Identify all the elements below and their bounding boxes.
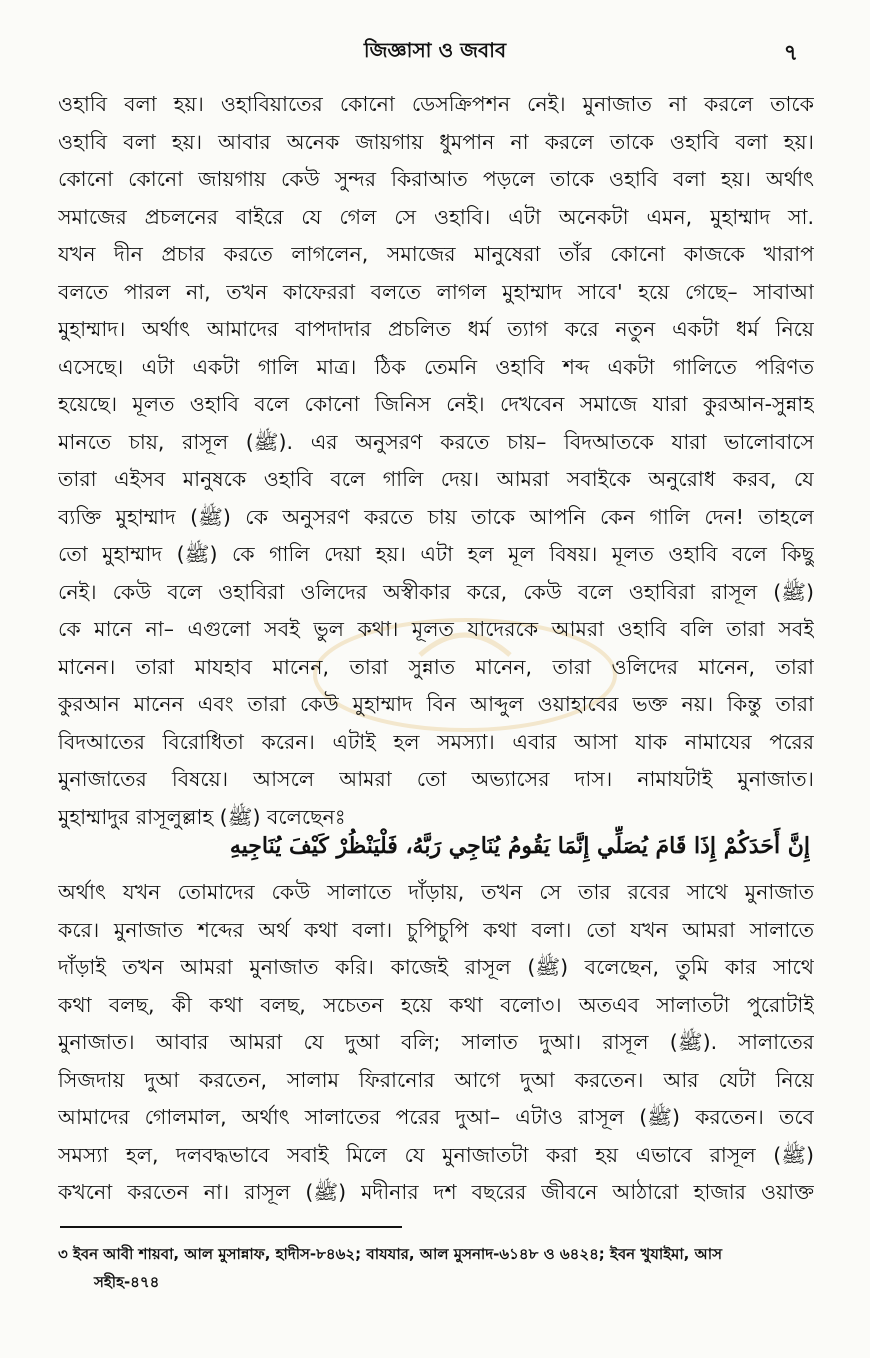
text-line: ওহাবি বলা হয়। আবার অনেক জায়গায় ধুমপান না করলে তাকে ওহাবি বলা হয়। xyxy=(58,129,814,154)
text-line: অর্থাৎ যখন তোমাদের কেউ সালাতে দাঁড়ায়, তখন সে তার রবের সাথে মুনাজাত xyxy=(58,880,814,904)
text-line: কোনো কোনো জায়গায় কেউ সুন্দর কিরাআত পড়লে তাকে ওহাবি বলা হয়। অর্থাৎ xyxy=(58,167,814,191)
text-line: ওহাবি বলা হয়। ওহাবিয়াতের কোনো ডেসক্রিপশন নেই। মুনাজাত না করলে তাকে xyxy=(58,92,814,116)
text-line: যখন দীন প্রচার করতে লাগলেন, সমাজের মানুষেরা তাঁর কোনো কাজকে খারাপ xyxy=(58,242,814,266)
text-line: আমাদের গোলমাল, অর্থাৎ সালাতের পরের দুআ– এটাও রাসূল (ﷺ) করতেন। তবে xyxy=(58,1105,814,1129)
text-line: কুরআন মানেন এবং তারা কেউ মুহাম্মাদ বিন আব্দুল ওয়াহাবের ভক্ত নয়। কিন্তু তারা xyxy=(58,692,814,716)
text-line: মুহাম্মাদুর রাসূলুল্লাহ (ﷺ) বলেছেনঃ xyxy=(58,804,346,829)
text-line: কে মানে না– এগুলো সবই ভুল কথা। মূলত যাদেরকে আমরা ওহাবি বলি তারা সবই xyxy=(58,617,814,641)
text-line: নেই। কেউ বলে ওহাবিরা ওলিদের অস্বীকার করে, কেউ বলে ওহাবিরা রাসূল (ﷺ) xyxy=(58,579,814,604)
text-line: ব্যক্তি মুহাম্মাদ (ﷺ) কে অনুসরণ করতে চায় তাকে আপনি কেন গালি দেন! তাহলে xyxy=(58,504,814,529)
text-line: কথা বলছ, কী কথা বলছ, সচেতন হয়ে কথা বলো৩। অতএব সালাতটা পুরোটাই xyxy=(58,992,814,1017)
running-title: জিজ্ঞাসা ও জবাব xyxy=(363,38,507,62)
footnote xyxy=(58,1240,814,1296)
body-paragraph-1 xyxy=(58,86,814,836)
footnote-line: সহীহ-৪৭৪ xyxy=(94,1273,160,1291)
text-line: সমস্যা হল, দলবদ্ধভাবে সবাই মিলে যে মুনাজাতটা করা হয় এভাবে রাসূল (ﷺ) xyxy=(58,1142,814,1167)
text-line: করে। মুনাজাত শব্দের অর্থ কথা বলা। চুপিচুপি কথা বলা। তো যখন আমরা সালাতে xyxy=(58,917,814,942)
footnote-line: ৩ ইবন আবী শায়বা, আল মুসান্নাফ, হাদীস-৮৪৬২; বাযযার, আল মুসনাদ-৬১৪৮ ও ৬৪২৪; ইবন খুযাইমা, আস xyxy=(58,1245,722,1263)
arabic-hadith-quote: إِنَّ أَحَدَكُمْ إِذَا قَامَ يُصَلِّي إِنَّمَا يَقُومُ يُنَاجِي رَبَّهُ، فَلْيَنْظُرْ كَيْفَ يُنَاجِيهِ xyxy=(229,833,810,859)
text-line: মানেন। তারা মাযহাব মানেন, তারা সুন্নাত মানেন, তারা ওলিদের মানেন, তারা xyxy=(58,654,814,679)
text-line: মুহাম্মাদ। অর্থাৎ আমাদের বাপদাদার প্রচলিত ধর্ম ত্যাগ করে নতুন একটা ধর্ম নিয়ে xyxy=(58,317,814,341)
text-line: মানতে চায়, রাসূল (ﷺ). এর অনুসরণ করতে চায়– বিদআতকে যারা ভালোবাসে xyxy=(58,429,814,454)
text-line: মুনাজাতের বিষয়ে। আসলে আমরা তো অভ্যাসের দাস। নামাযটাই মুনাজাত। xyxy=(58,767,814,791)
page-header xyxy=(60,36,810,76)
text-line: বিদআতের বিরোধিতা করেন। এটাই হল সমস্যা। এবার আসা যাক নামাযের পরের xyxy=(58,729,814,754)
text-line: হয়েছে। মূলত ওহাবি বলে কোনো জিনিস নেই। দেখবেন সমাজে যারা কুরআন-সুন্নাহ xyxy=(58,392,814,416)
text-line: মুনাজাত। আবার আমরা যে দুআ বলি; সালাত দুআ। রাসূল (ﷺ). সালাতের xyxy=(58,1030,814,1054)
text-line: তারা এইসব মানুষকে ওহাবি বলে গালি দেয়। আমরা সবাইকে অনুরোধ করব, যে xyxy=(58,467,814,491)
text-line: সিজদায় দুআ করতেন, সালাম ফিরানোর আগে দুআ করতেন। আর যেটা নিয়ে xyxy=(58,1067,814,1092)
text-line: তো মুহাম্মাদ (ﷺ) কে গালি দেয়া হয়। এটা হল মূল বিষয়। মূলত ওহাবি বলে কিছু xyxy=(58,542,814,566)
text-line: কখনো করতেন না। রাসূল (ﷺ) মদীনার দশ বছরের জীবনে আঠারো হাজার ওয়াক্ত xyxy=(58,1180,814,1204)
body-paragraph-2 xyxy=(58,874,814,1212)
page-number: ৭ xyxy=(783,41,798,66)
text-line: এসেছে। এটা একটা গালি মাত্র। ঠিক তেমনি ওহাবি শব্দ একটা গালিতে পরিণত xyxy=(58,354,814,379)
footnote-divider xyxy=(60,1226,402,1228)
text-line: সমাজের প্রচলনের বাইরে যে গেল সে ওহাবি। এটা অনেকটা এমন, মুহাম্মাদ সা. xyxy=(58,204,814,229)
text-line: বলতে পারল না, তখন কাফেররা বলতে লাগল মুহাম্মাদ সাবে' হয়ে গেছে– সাবাআ xyxy=(58,279,814,304)
text-line: দাঁড়াই তখন আমরা মুনাজাত করি। কাজেই রাসূল (ﷺ) বলেছেন, তুমি কার সাথে xyxy=(58,955,814,979)
